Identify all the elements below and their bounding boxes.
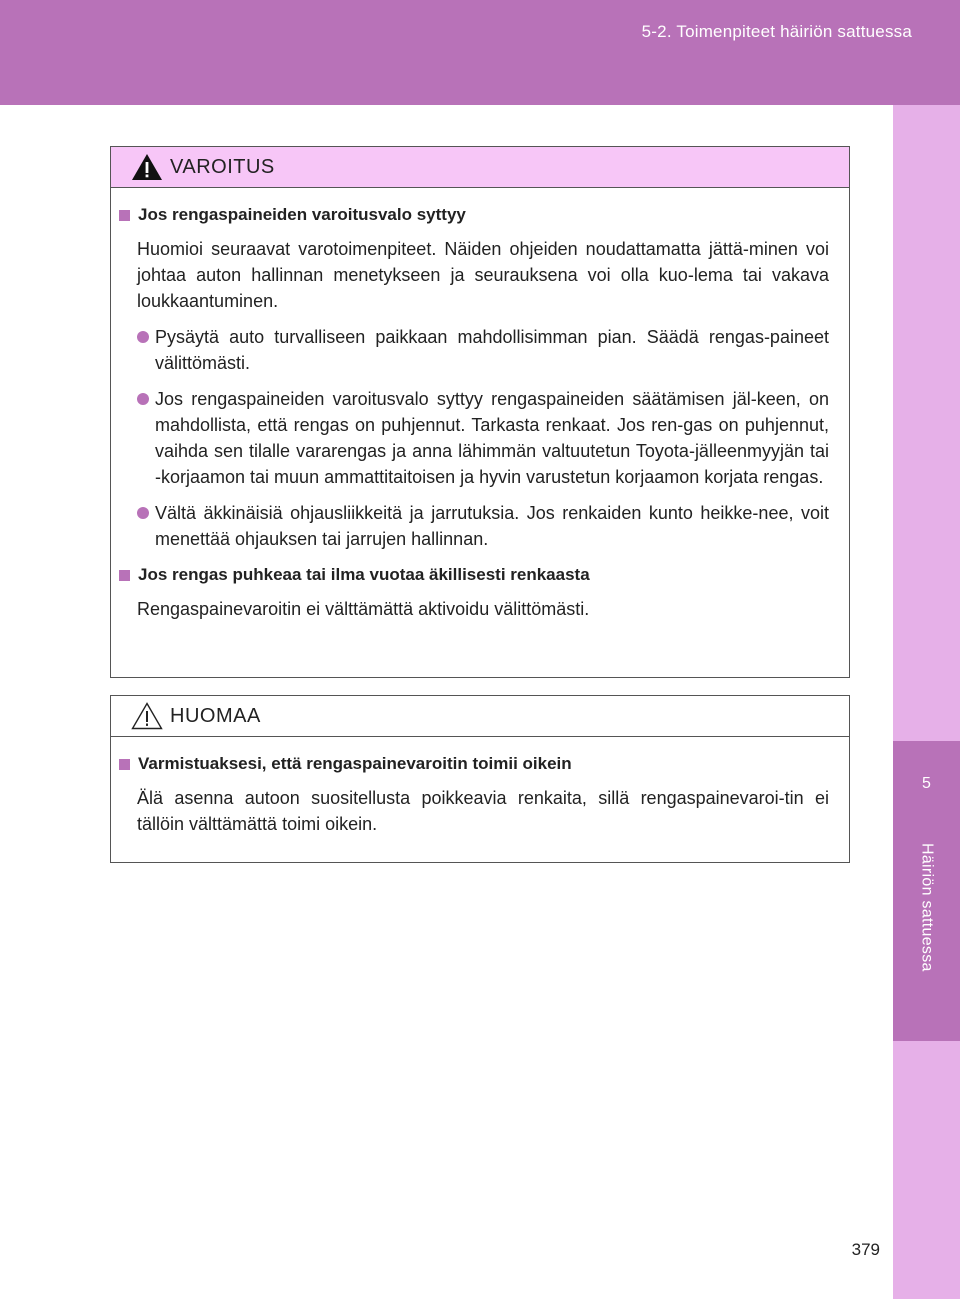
caution-triangle-icon [131, 702, 163, 730]
bullet-dot-icon [137, 393, 149, 405]
warning-section-text: Rengaspainevaroitin ei välttämättä aktivoidu välittömästi. [137, 599, 590, 619]
square-bullet-icon [119, 759, 130, 770]
notice-header [111, 696, 849, 737]
warning-box [110, 146, 850, 678]
warning-section-heading [119, 562, 829, 588]
warning-title: VAROITUS [170, 156, 275, 178]
chapter-label [893, 843, 960, 1013]
chapter-number: 5 [922, 775, 931, 792]
page-number: 379 [851, 1240, 880, 1259]
notice-section-heading [119, 751, 829, 777]
bullet-dot-icon [137, 507, 149, 519]
notice-section-text: Älä asenna autoon suositellusta poikkeavia renkaita, sillä rengaspainevaroi-tin ei tällöin välttämättä toimi oikein. [137, 788, 829, 834]
warning-body [111, 188, 849, 652]
header-band [0, 0, 960, 105]
section-title: 5-2. Toimenpiteet häiriön sattuessa [641, 22, 912, 41]
square-bullet-icon [119, 210, 130, 221]
warning-section-heading-text: Jos rengaspaineiden varoitusvalo syttyy [138, 205, 466, 224]
chapter-label-text: Häiriön sattuessa [918, 843, 936, 972]
warning-triangle-icon [131, 153, 163, 181]
notice-title: HUOMAA [170, 705, 261, 727]
list-item [137, 386, 829, 490]
list-item [137, 500, 829, 552]
notice-box [110, 695, 850, 863]
side-tab-background [893, 105, 960, 1299]
warning-section-heading [119, 202, 829, 228]
list-item-text: Vältä äkkinäisiä ohjausliikkeitä ja jarrutuksia. Jos renkaiden kunto heikke-nee, voit menettää ohjauksen tai jarrujen hallinnan. [155, 503, 829, 549]
notice-section-heading-text: Varmistuaksesi, että rengaspainevaroitin toimii oikein [138, 754, 572, 773]
list-item-text: Pysäytä auto turvalliseen paikkaan mahdollisimman pian. Säädä rengas-paineet välittömästi. [155, 327, 829, 373]
warning-header [111, 147, 849, 188]
warning-section-heading-text: Jos rengas puhkeaa tai ilma vuotaa äkillisesti renkaasta [138, 565, 590, 584]
warning-intro: Huomioi seuraavat varotoimenpiteet. Näiden ohjeiden noudattamatta jättä-minen voi johtaa auton hallinnan menetykseen ja seurauksena voi olla kuo-lema tai vakava loukkaantuminen. [137, 239, 829, 311]
bullet-dot-icon [137, 331, 149, 343]
notice-body [111, 737, 849, 867]
square-bullet-icon [119, 570, 130, 581]
list-item-text: Jos rengaspaineiden varoitusvalo syttyy rengaspaineiden säätämisen jäl-keen, on mahdollista, että rengas on puhjennut. Tarkasta renkaat. Jos ren-gas on puhjennut, vaihda sen tilalle vararengas ja anna lähimmän valtuutetun Toyota-jälleenmyyjän tai -korjaamon tai muun ammattitaitoisen ja hyvin varustetun korjaamon korjata rengas. [155, 389, 829, 487]
list-item [137, 324, 829, 376]
